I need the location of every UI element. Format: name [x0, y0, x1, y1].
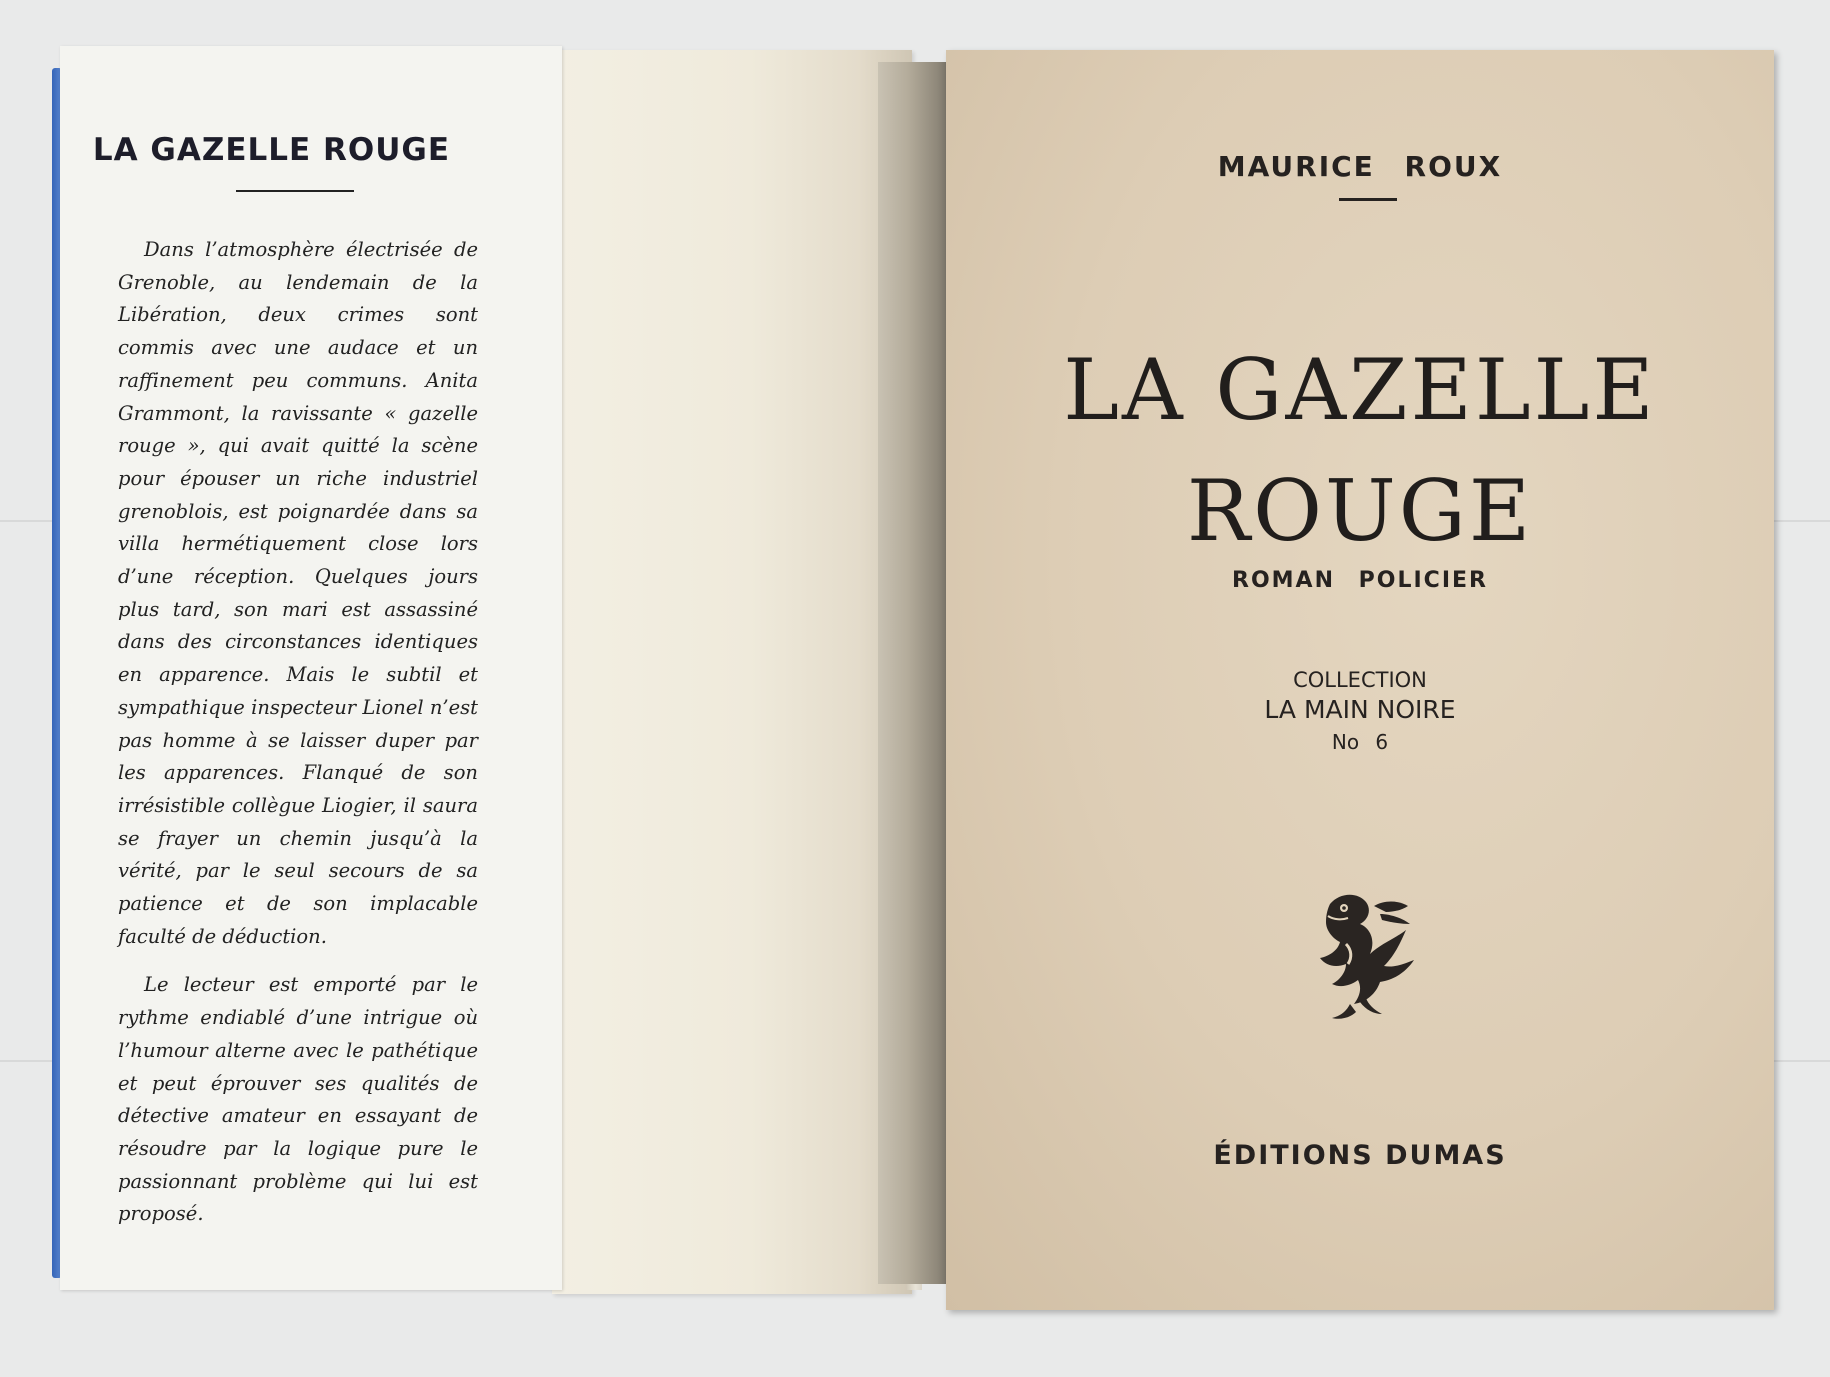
author-rule — [1339, 198, 1397, 201]
flap-title-rule — [236, 190, 354, 192]
book-spine — [878, 62, 952, 1284]
cover-subtitle: ROMAN POLICIER — [1232, 568, 1488, 593]
flap-blurb — [118, 234, 478, 1247]
cover-title-line: LA GAZELLE — [1063, 341, 1657, 439]
fish-emblem-icon — [1310, 884, 1420, 1024]
flap-paragraph: Le lecteur est emporté par le rythme endiablé d’une intrigue où l’humour alterne avec le pathétique et peut éprouver ses qualités de détective amateur en essayant de résoudre par la logique pure le passionnant problème qui lui est proposé. — [118, 973, 478, 1226]
collection-label: COLLECTION — [1293, 668, 1427, 692]
flap-paragraph: Dans l’atmosphère électrisée de Grenoble, au lendemain de la Libération, deux crimes sont commis avec une audace et un raffinement peu communs. Anita Grammont, la ravissante « gazelle rouge », qui avait quitté la scène pour épouser un riche industriel grenoblois, est poignardée dans sa villa hermétiquement close lors d’une réception. Quelques jours plus tard, son mari est assassiné dans des circonstances identiques en apparence. Mais le subtil et sympathique inspecteur Lionel n’est pas homme à se laisser duper par les apparences. Flanqué de son irrésistible collègue Liogier, il saura se frayer un chemin jusqu’à la vérité, par le seul secours de sa patience et de son implacable faculté de déduction. — [118, 238, 478, 948]
flap-title: LA GAZELLE ROUGE — [92, 132, 450, 168]
book-cover — [946, 50, 1774, 1310]
jacket-flap — [60, 46, 562, 1290]
collection-number: No 6 — [1331, 730, 1389, 754]
cover-author: MAURICE ROUX — [1217, 150, 1503, 183]
cover-title — [946, 330, 1774, 572]
cover-title-line: ROUGE — [1186, 462, 1534, 560]
cover-publisher: ÉDITIONS DUMAS — [1213, 1140, 1507, 1171]
inside-front-cover — [552, 50, 912, 1294]
collection-name: LA MAIN NOIRE — [1264, 695, 1456, 724]
dust-jacket — [52, 46, 922, 1294]
